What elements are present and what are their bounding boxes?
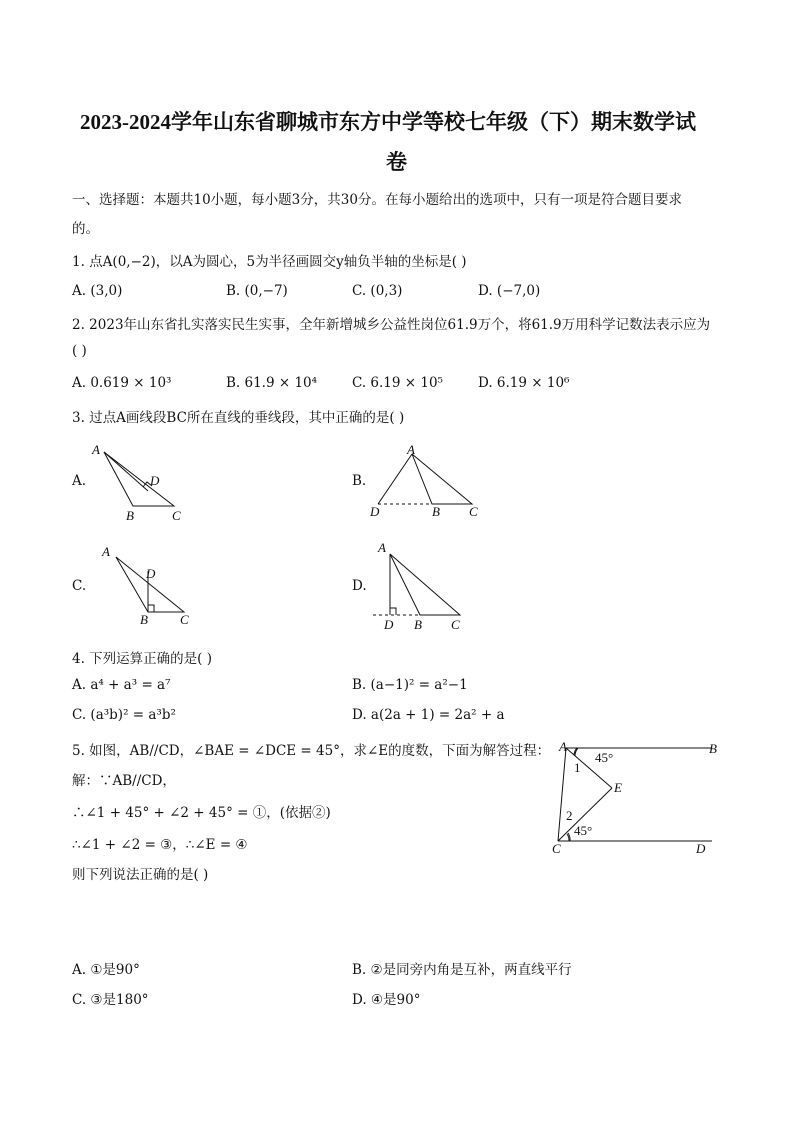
q2-option-a[interactable]: A. 0.619 × 10³ [72,375,172,391]
q3-option-b[interactable]: B. [352,473,367,489]
q3-option-c[interactable]: C. [72,578,87,594]
section-header-line1: 一、选择题：本题共10小题，每小题3分，共30分。在每小题给出的选项中，只有一项是符合题目要求 [72,192,682,208]
q5-option-d[interactable]: D. ④是90° [352,992,421,1008]
q5-label-a: A [559,739,567,754]
q3c-label-b: B [140,612,148,627]
q3-figure-c [96,541,200,629]
q4-option-a[interactable]: A. a⁴ + a³ = a⁷ [72,677,171,693]
q4-option-c[interactable]: C. (a³b)² = a³b² [72,707,176,723]
q3a-label-a: A [92,442,100,457]
q3c-label-d: D [146,566,156,581]
q3-option-d[interactable]: D. [352,578,367,594]
q3d-label-d: D [384,617,394,632]
q4-option-b[interactable]: B. (a−1)² = a²−1 [352,677,468,693]
q1-option-b[interactable]: B. (0,−7) [226,283,288,299]
q3b-label-b: B [432,504,440,519]
q3b-label-c: C [469,504,478,519]
q5-label-d: D [696,841,706,856]
q5-label-angle1: 1 [574,760,581,775]
q3-option-a[interactable]: A. [72,473,87,489]
q3a-label-c: C [172,508,181,523]
q5-solution-line2: ∴∠1 + 45° + ∠2 + 45° = ①，(依据②) [72,805,331,821]
q3a-label-b: B [126,508,134,523]
q3b-label-d: D [370,504,380,519]
q5-option-c[interactable]: C. ③是180° [72,992,149,1008]
q2-stem-line1: 2. 2023年山东省扎实落实民生实事，全年新增城乡公益性岗位61.9万个，将61.9万用科学记数法表示应为 [72,317,711,333]
q3d-label-c: C [451,617,460,632]
q2-option-c[interactable]: C. 6.19 × 10⁵ [352,375,443,391]
q5-label-c: C [552,841,561,856]
q3c-label-a: A [102,544,110,559]
q4-stem: 4. 下列运算正确的是( ) [72,651,212,667]
q1-stem: 1. 点A(0,−2)，以A为圆心，5为半径画圆交y轴负半轴的坐标是( ) [72,254,467,270]
q3-figure-d [368,538,474,634]
q5-solution-line1: 解：∵AB//CD， [72,773,176,789]
page-title-line2: 卷 [386,150,407,174]
q1-option-a[interactable]: A. (3,0) [72,283,123,299]
section-header-line2: 的。 [72,221,99,237]
q3c-label-c: C [180,612,189,627]
q2-option-d[interactable]: D. 6.19 × 10⁶ [478,375,570,391]
q5-label-angle-top: 45° [595,750,614,765]
q3b-label-a: A [407,442,415,457]
q3-stem: 3. 过点A画线段BC所在直线的垂线段，其中正确的是( ) [72,410,405,426]
q2-stem-line2: ( ) [72,343,87,359]
q3-figure-b [366,442,490,522]
page-title-line1: 2023-2024学年山东省聊城市东方中学等校七年级（下）期末数学试 [80,110,696,134]
q1-option-c[interactable]: C. (0,3) [352,283,403,299]
q2-option-b[interactable]: B. 61.9 × 10⁴ [226,375,318,391]
q5-option-b[interactable]: B. ②是同旁内角是互补，两直线平行 [352,962,572,978]
q5-option-a[interactable]: A. ①是90° [72,962,140,978]
q5-label-e: E [614,780,622,795]
q1-option-d[interactable]: D. (−7,0) [478,283,541,299]
q5-label-b: B [709,741,717,756]
q3a-label-d: D [150,473,160,488]
q3-figure-a [88,438,198,526]
q5-figure [550,735,730,861]
q3d-label-b: B [414,617,422,632]
q5-label-angle2: 2 [566,808,573,823]
q4-option-d[interactable]: D. a(2a + 1) = 2a² + a [352,707,505,723]
q5-solution-line3: ∴∠1 + ∠2 = ③，∴∠E = ④ [72,837,248,853]
q3d-label-a: A [378,540,386,555]
q5-label-angle-bottom: 45° [574,823,593,838]
q5-stem: 5. 如图，AB//CD，∠BAE = ∠DCE = 45°，求∠E的度数，下面为解答过程： [72,743,551,759]
q5-question-line: 则下列说法正确的是( ) [72,867,209,883]
